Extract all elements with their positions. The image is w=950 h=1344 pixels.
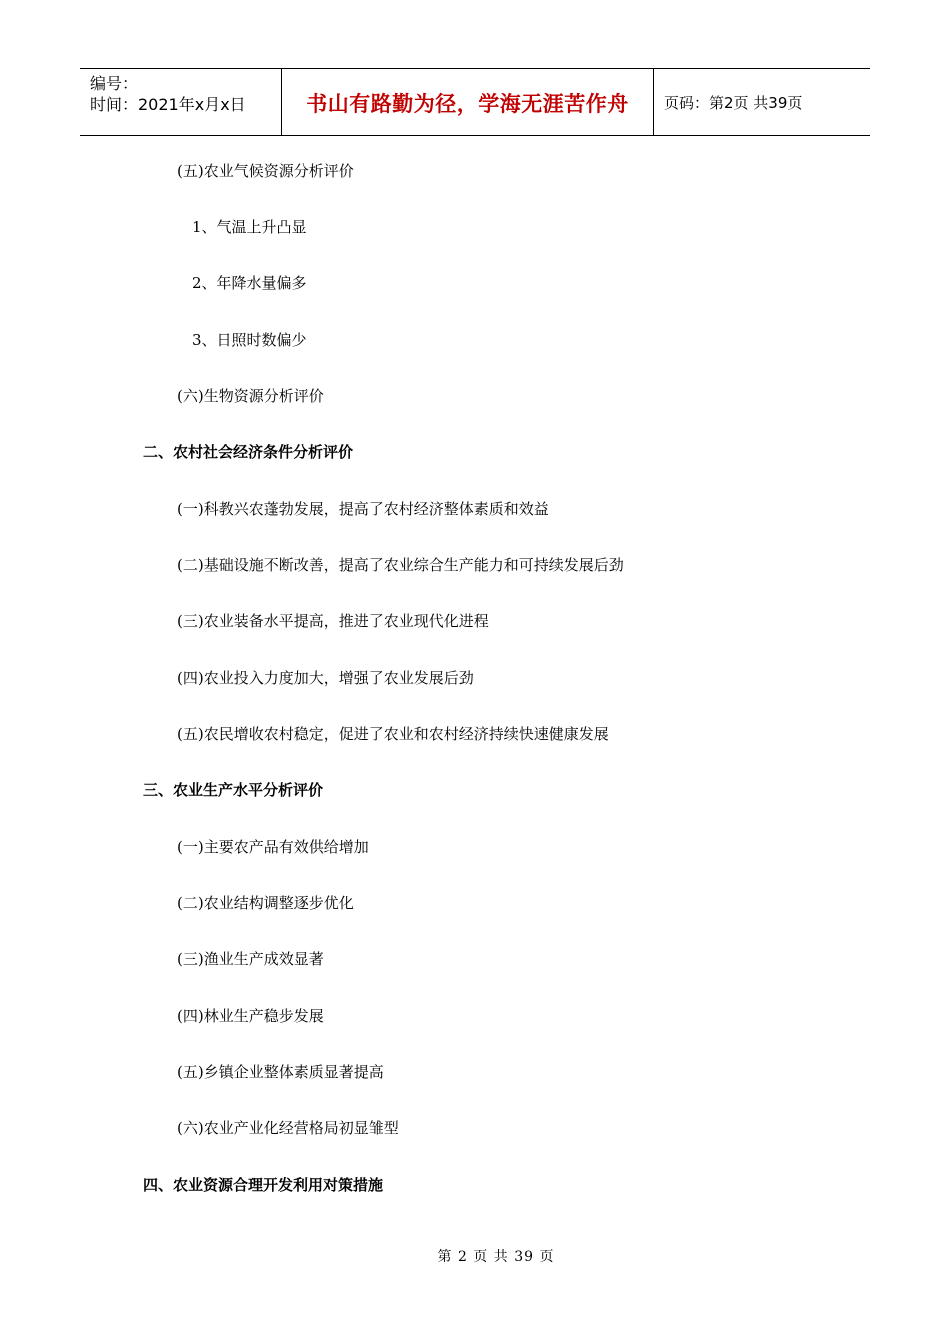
outline-item-numbered: 2、年降水量偏多 [192,274,307,292]
footer-page-number: 第 2 页 共 39 页 [437,1249,555,1265]
header-page-number: 页码：第2页 共39页 [664,93,803,112]
outline-item-subsection: (二)农业结构调整逐步优化 [177,894,354,912]
outline-item-subsection: (一)主要农产品有效供给增加 [177,838,369,856]
page-header [80,68,870,136]
document-date-label: 时间：2021年x月x日 [90,95,246,114]
outline-item-subsection: (四)农业投入力度加大，增强了农业发展后劲 [177,669,474,687]
outline-item-subsection: (四)林业生产稳步发展 [177,1007,324,1025]
header-page-cell [654,69,870,135]
section-heading: 四、农业资源合理开发利用对策措施 [143,1176,384,1194]
outline-item-subsection: (五)乡镇企业整体素质显著提高 [177,1063,384,1081]
section-heading: 三、农业生产水平分析评价 [143,781,324,799]
outline-item-numbered: 3、日照时数偏少 [192,331,307,349]
outline-item-subsection: (二)基础设施不断改善，提高了农业综合生产能力和可持续发展后劲 [177,556,624,574]
outline-item-subsection: (三)农业装备水平提高，推进了农业现代化进程 [177,612,489,630]
outline-item-subsection: (一)科教兴农蓬勃发展，提高了农村经济整体素质和效益 [177,500,549,518]
header-motto-cell [282,69,654,135]
header-motto: 书山有路勤为径，学海无涯苦作舟 [306,92,629,116]
outline-item-subsection: (五)农民增收农村稳定，促进了农业和农村经济持续快速健康发展 [177,725,609,743]
document-number-label: 编号： [90,74,139,93]
outline-item-subsection: (三)渔业生产成效显著 [177,950,324,968]
page-footer [0,1246,950,1266]
outline-item-subsection: (六)生物资源分析评价 [177,387,324,405]
outline-item-subsection: (六)农业产业化经营格局初显雏型 [177,1119,399,1137]
outline-item-subsection: (五)农业气候资源分析评价 [177,162,354,180]
section-heading: 二、农村社会经济条件分析评价 [143,443,354,461]
header-meta-cell [80,69,282,135]
outline-item-numbered: 1、气温上升凸显 [192,218,307,236]
